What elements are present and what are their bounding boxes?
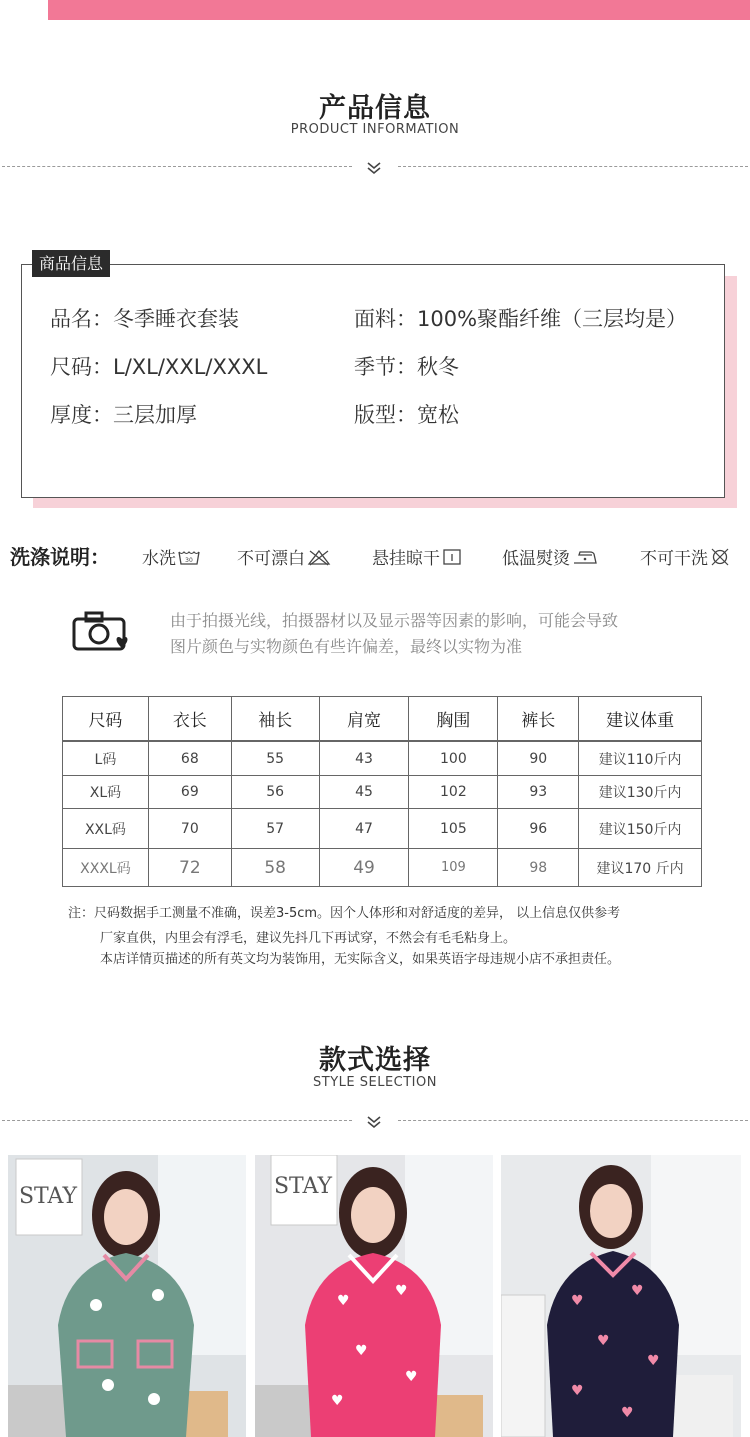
poster-text: STAY xyxy=(273,1174,333,1199)
wash-item-water xyxy=(142,544,200,569)
table-cell: 56 xyxy=(231,776,319,809)
table-cell: 96 xyxy=(498,809,579,849)
no-dry-clean-icon xyxy=(710,548,730,566)
svg-text:♥: ♥ xyxy=(571,1293,584,1309)
svg-text:♥: ♥ xyxy=(331,1393,344,1409)
double-chevron-down-icon xyxy=(366,160,382,176)
wash-item-hang-dry xyxy=(372,544,462,569)
wash-tub-icon xyxy=(178,548,200,566)
table-cell: 47 xyxy=(319,809,409,849)
info-item-thickness: 厚度：三层加厚 xyxy=(50,403,197,427)
section-title-product: 产品信息 xyxy=(319,93,431,124)
table-cell: 72 xyxy=(148,849,231,887)
svg-text:♥: ♥ xyxy=(395,1283,408,1299)
poster-text: STAY xyxy=(18,1184,78,1209)
table-cell: L码 xyxy=(63,742,149,776)
table-cell: 建议170 斤内 xyxy=(579,849,702,887)
info-item-name: 品名：冬季睡衣套装 xyxy=(50,307,239,331)
table-header-cell: 建议体重 xyxy=(579,697,702,741)
table-cell: 43 xyxy=(319,742,409,776)
footnote-line3: 本店详情页描述的所有英文均为装饰用，无实际含义，如果英语字母违规小店不承担责任。 xyxy=(100,952,621,967)
svg-text:♥: ♥ xyxy=(355,1343,368,1359)
section-subtitle-product: PRODUCT INFORMATION xyxy=(290,122,460,137)
table-cell: 建议110斤内 xyxy=(579,742,702,776)
no-bleach-icon xyxy=(307,548,331,566)
size-table xyxy=(62,696,702,887)
wash-label: 不可漂白 xyxy=(237,549,305,569)
style-photo-pink[interactable] xyxy=(255,1155,493,1437)
table-cell: 建议150斤内 xyxy=(579,809,702,849)
color-note-line2: 图片颜色与实物颜色有些许偏差，最终以实物为准 xyxy=(170,637,523,656)
table-cell: 69 xyxy=(148,776,231,809)
svg-text:♥: ♥ xyxy=(647,1353,660,1369)
table-cell: XL码 xyxy=(63,776,149,809)
table-cell: 105 xyxy=(409,809,498,849)
table-cell: 49 xyxy=(319,849,409,887)
table-cell: XXL码 xyxy=(63,809,149,849)
svg-text:♥: ♥ xyxy=(621,1405,634,1421)
table-cell: 93 xyxy=(498,776,579,809)
info-item-size: 尺码：L/XL/XXL/XXXL xyxy=(50,355,268,379)
table-cell: 102 xyxy=(409,776,498,809)
table-row xyxy=(63,849,702,887)
table-header-cell: 衣长 xyxy=(148,697,231,741)
footnote-line1: 注：尺码数据手工测量不准确，误差3-5cm。因个人体形和对舒适度的差异， 以上信息仅供参考 xyxy=(68,906,621,921)
top-accent-bar xyxy=(48,0,750,20)
divider-right xyxy=(398,166,748,167)
svg-text:30: 30 xyxy=(185,556,193,564)
svg-text:♥: ♥ xyxy=(337,1293,350,1309)
divider-left xyxy=(2,1120,352,1121)
table-cell: 68 xyxy=(148,742,231,776)
table-cell: 100 xyxy=(409,742,498,776)
section-title-style: 款式选择 xyxy=(319,1045,431,1076)
footnote-line2: 厂家直供，内里会有浮毛，建议先抖几下再试穿，不然会有毛毛粘身上。 xyxy=(100,931,517,946)
info-item-fabric: 面料：100%聚酯纤维（三层均是） xyxy=(354,307,688,331)
hang-dry-icon xyxy=(442,548,462,566)
table-row xyxy=(63,809,702,849)
style-photo-navy[interactable] xyxy=(501,1155,741,1437)
table-cell: XXXL码 xyxy=(63,849,149,887)
wash-label: 悬挂晾干 xyxy=(372,549,440,569)
info-item-fit: 版型：宽松 xyxy=(354,403,459,427)
table-header-row xyxy=(63,697,702,741)
table-cell: 45 xyxy=(319,776,409,809)
table-cell: 109 xyxy=(409,849,498,887)
table-cell: 90 xyxy=(498,742,579,776)
svg-text:♥: ♥ xyxy=(597,1333,610,1349)
table-header-cell: 尺码 xyxy=(63,697,149,741)
info-tag: 商品信息 xyxy=(32,250,110,277)
double-chevron-down-icon xyxy=(366,1114,382,1130)
table-cell: 58 xyxy=(231,849,319,887)
table-cell: 70 xyxy=(148,809,231,849)
divider-left xyxy=(2,166,352,167)
table-cell: 57 xyxy=(231,809,319,849)
table-cell: 55 xyxy=(231,742,319,776)
svg-text:♥: ♥ xyxy=(631,1283,644,1299)
wash-label: 低温熨烫 xyxy=(502,549,570,569)
color-note-line1: 由于拍摄光线，拍摄器材以及显示器等因素的影响，可能会导致 xyxy=(170,611,619,630)
table-cell: 98 xyxy=(498,849,579,887)
svg-text:♥: ♥ xyxy=(571,1383,584,1399)
low-iron-icon xyxy=(572,548,598,566)
camera-icon xyxy=(72,609,132,653)
style-photo-green[interactable] xyxy=(8,1155,246,1437)
table-header-cell: 胸围 xyxy=(409,697,498,741)
wash-label: 不可干洗 xyxy=(640,549,708,569)
wash-title: 洗涤说明： xyxy=(10,545,110,569)
table-header-cell: 肩宽 xyxy=(319,697,409,741)
info-item-season: 季节：秋冬 xyxy=(354,355,459,379)
section-subtitle-style: STYLE SELECTION xyxy=(313,1075,437,1090)
info-box xyxy=(21,264,725,498)
table-header-cell: 裤长 xyxy=(498,697,579,741)
table-row xyxy=(63,776,702,809)
wash-item-no-bleach xyxy=(237,544,331,569)
wash-item-no-dry-clean xyxy=(640,544,730,569)
divider-right xyxy=(398,1120,748,1121)
svg-text:♥: ♥ xyxy=(405,1369,418,1385)
table-header-cell: 袖长 xyxy=(231,697,319,741)
table-row xyxy=(63,742,702,776)
wash-label: 水洗 xyxy=(142,549,176,569)
wash-item-low-iron xyxy=(502,544,598,569)
table-cell: 建议130斤内 xyxy=(579,776,702,809)
